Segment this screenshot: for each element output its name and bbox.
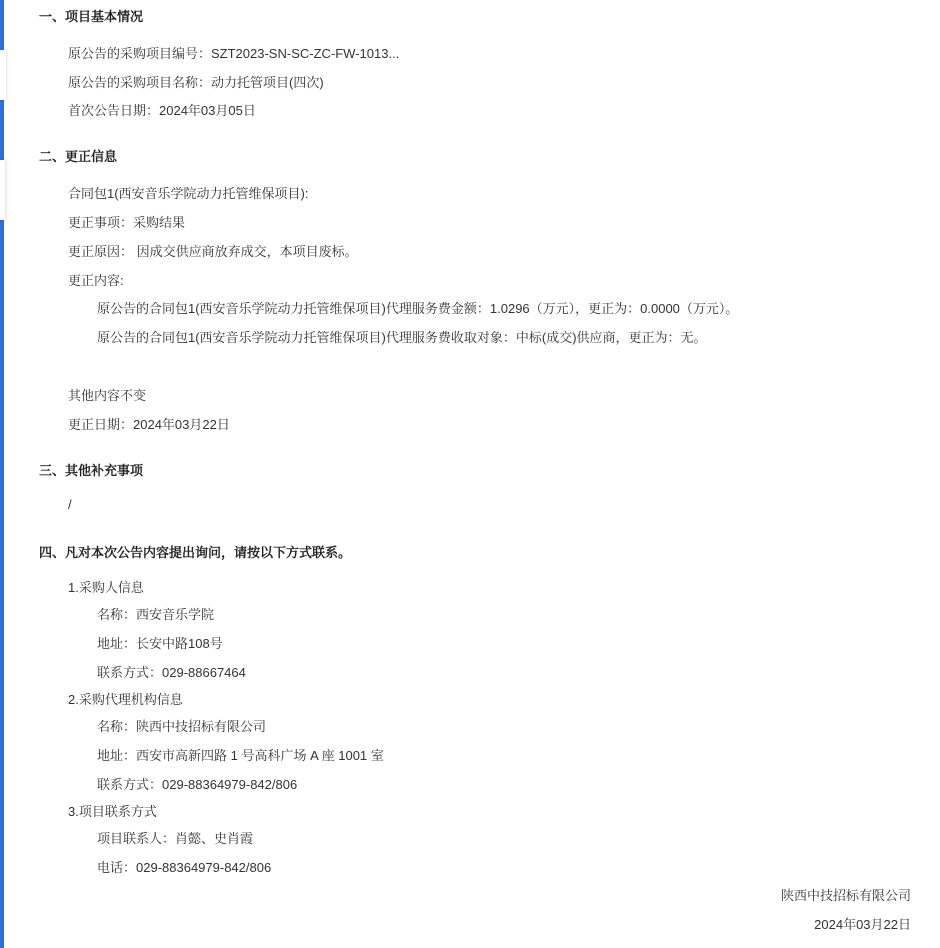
section-heading-basic-info: 一、项目基本情况 xyxy=(39,9,144,24)
side-tab xyxy=(0,50,6,100)
correction-reason: 更正原因： 因成交供应商放弃成交，本项目废标。 xyxy=(68,244,358,259)
contract-package: 合同包1(西安音乐学院动力托管维保项目): xyxy=(68,186,309,201)
project-number: 原公告的采购项目编号：SZT2023-SN-SC-ZC-FW-1013... xyxy=(68,46,400,61)
side-tab xyxy=(0,160,5,220)
purchaser-address: 地址：长安中路108号 xyxy=(97,636,223,651)
correction-item: 更正事项：采购结果 xyxy=(68,215,186,230)
first-announcement-date: 首次公告日期：2024年03月05日 xyxy=(68,103,256,118)
project-name: 原公告的采购项目名称：动力托管项目(四次) xyxy=(68,75,324,90)
contact-person: 项目联系人：肖懿、史肖霞 xyxy=(97,831,254,846)
agency-phone: 联系方式：029-88364979-842/806 xyxy=(97,777,298,792)
purchaser-name: 名称：西安音乐学院 xyxy=(97,607,215,622)
agency-address: 地址：西安市高新四路 1 号高科广场 A 座 1001 室 xyxy=(97,748,384,763)
left-accent-bar xyxy=(0,0,4,948)
footer-company: 陕西中技招标有限公司 xyxy=(780,888,911,903)
contact-phone: 电话：029-88364979-842/806 xyxy=(97,860,272,875)
correction-content-label: 更正内容: xyxy=(68,273,124,288)
footer-date: 2024年03月22日 xyxy=(814,917,911,932)
other-unchanged: 其他内容不变 xyxy=(68,388,147,403)
section-heading-supplementary: 三、其他补充事项 xyxy=(39,463,144,478)
correction-content-fee: 原公告的合同包1(西安音乐学院动力托管维保项目)代理服务费金额：1.0296（万元），更正为：0.0000（万元）。 xyxy=(97,301,739,316)
correction-date: 更正日期：2024年03月22日 xyxy=(68,417,230,432)
correction-content-payer: 原公告的合同包1(西安音乐学院动力托管维保项目)代理服务费收取对象：中标(成交)供应商，更正为：无。 xyxy=(97,330,707,345)
purchaser-phone: 联系方式：029-88667464 xyxy=(97,665,246,680)
supplementary-content: / xyxy=(68,497,72,512)
contact-title: 3.项目联系方式 xyxy=(68,804,157,819)
purchaser-title: 1.采购人信息 xyxy=(68,580,144,595)
section-heading-correction: 二、更正信息 xyxy=(39,149,118,164)
agency-name: 名称：陕西中技招标有限公司 xyxy=(97,719,267,734)
agency-title: 2.采购代理机构信息 xyxy=(68,692,183,707)
section-heading-contact: 四、凡对本次公告内容提出询问，请按以下方式联系。 xyxy=(39,545,352,560)
